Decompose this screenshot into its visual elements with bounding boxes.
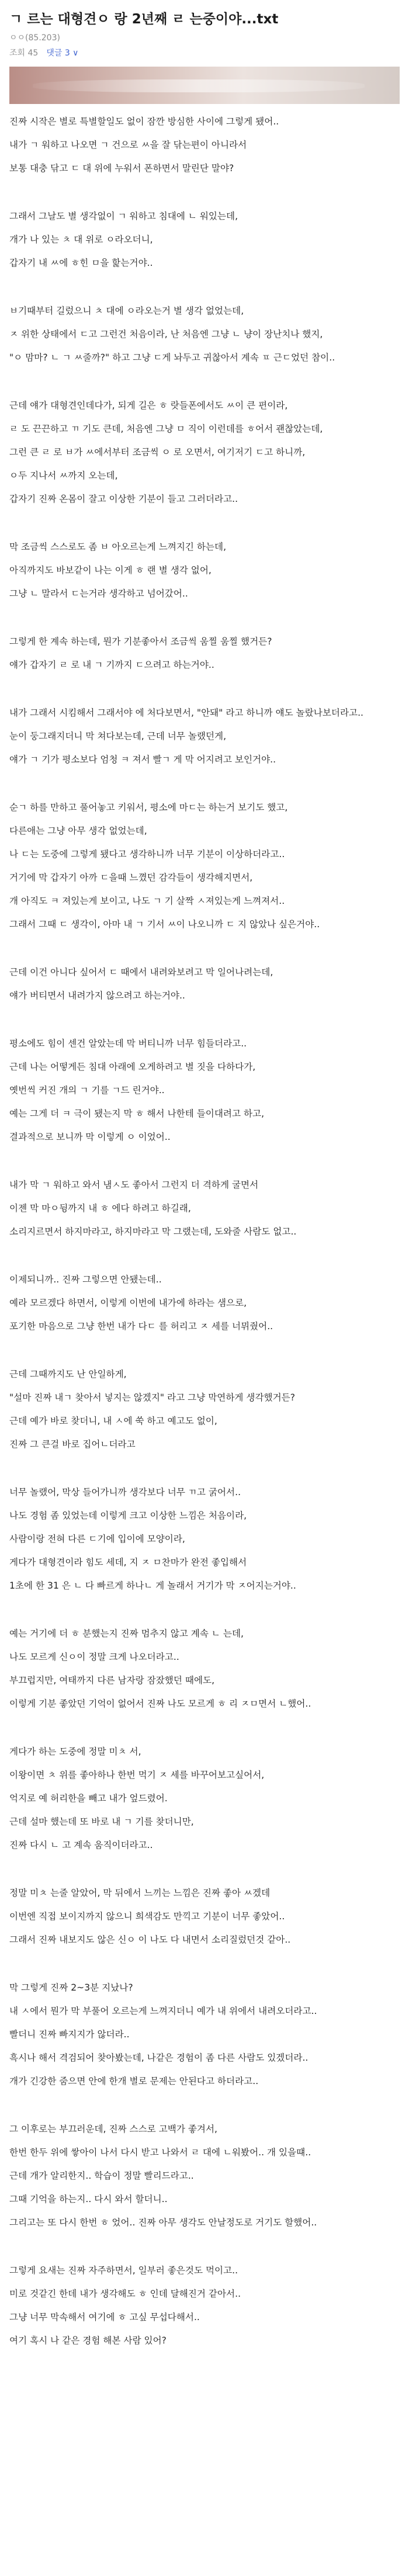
- paragraph: [9, 630, 400, 677]
- body-line: 포기한 마음으로 그냥 한번 내가 다ㄷ 를 허리고 ㅈ 세를 너뮈줬어..: [9, 1321, 273, 1332]
- paragraph: [9, 394, 400, 511]
- post-meta: [9, 47, 400, 58]
- body-line: 개 아직도 ㅋ 져있는게 보이고, 나도 ㄱ 기 살짝 ㅅ져있는게 느껴져서..: [9, 896, 285, 906]
- body-line: 예는 그게 더 ㅋ 극이 됐는지 막 ㅎ 해서 나한테 들이대려고 하고,: [9, 1108, 265, 1119]
- post-image-highlight: [33, 79, 365, 92]
- body-line: 게다가 대형견이라 힘도 세데, 지 ㅈ ㅁ찬마가 완전 좋입해서: [9, 1557, 247, 1568]
- paragraph: [9, 1173, 400, 1243]
- body-line: 보통 대충 닦고 ㄷ 대 위에 누워서 폰하면서 말린단 말야?: [9, 163, 234, 174]
- paragraph: [9, 1362, 400, 1456]
- body-line: ㅇ두 지나서 ㅆ까지 오는데,: [9, 470, 118, 481]
- body-line: 그래서 그때 ㄷ 생각이, 아마 내 ㄱ 기서 ㅆ이 나오니까 ㄷ 지 않았나 싶은거야..: [9, 919, 320, 930]
- body-line: 흑시나 해서 격검되어 찾아봤는데, 나같은 경험이 좀 다른 사람도 있겠더라..: [9, 2053, 309, 2063]
- body-line: 너무 놀랬어, 막상 들어가니까 생각보다 너무 ㄲ고 굵어서..: [9, 1487, 241, 1497]
- body-line: 그래서 진짜 내보지도 않은 신ㅇ 이 나도 다 내면서 소리질렀던것 같아..: [9, 1934, 291, 1945]
- body-line: 갑자기 진짜 온몸이 잘고 이상한 기분이 들고 그러더라고..: [9, 494, 238, 504]
- body-line: "설마 진짜 내ㄱ 찾아서 넣지는 않겠지" 라고 그냥 막연하게 생각했거든?: [9, 1392, 296, 1403]
- body-line: 진짜 그 큰걸 바로 집어ㄴ더라고: [9, 1439, 136, 1450]
- post-title: ㄱ 르는 대형견ㅇ 랑 2년째 ㄹ 는중이야...txt: [9, 12, 279, 27]
- body-line: 이번엔 직접 보이지까지 않으니 희색감도 만끽고 기분이 너무 좋았어..: [9, 1911, 285, 1922]
- body-line: 근데 개가 알리한지.. 학습이 정말 빨리드라고..: [9, 2171, 194, 2181]
- body-line: 개가 나 있는 ㅊ 대 위로 ㅇ라오더니,: [9, 234, 153, 245]
- body-line: 이제되니까.. 진짜 그렇으면 안됐는데..: [9, 1274, 162, 1285]
- paragraph: [9, 1268, 400, 1338]
- body-line: 빨더니 진짜 빠지지가 않더라..: [9, 2029, 130, 2040]
- body-line: 근데 예가 바로 찾더니, 내 ㅅ에 쑥 하고 예고도 없이,: [9, 1416, 217, 1426]
- body-line: 소리지르면서 하지마라고, 하지마라고 막 그랬는데, 도와줄 사람도 없고..: [9, 1226, 297, 1237]
- body-line: 이렇게 기분 좋았던 기억이 없어서 진짜 나도 모르게 ㅎ 리 ㅈㅁ면서 ㄴ했어..: [9, 1698, 311, 1709]
- body-line: 나 ㄷ는 도중에 그렇게 됐다고 생각하니까 너무 기분이 이상하더라고..: [9, 849, 285, 859]
- body-line: 이왕이면 ㅊ 위를 좋아하나 한번 먹기 ㅈ 세를 바꾸어보고싶어서,: [9, 1770, 265, 1780]
- body-line: 정말 미ㅊ 는줄 알았어, 막 뒤에서 느끼는 느낌은 진짜 좋아 ㅆ겠데: [9, 1888, 271, 1898]
- body-line: 다른애는 그냥 아무 생각 없었는데,: [9, 826, 147, 836]
- body-line: 그런 큰 ㄹ 로 ㅂ가 ㅆ에서부터 조금씩 ㅇ 로 오면서, 여기저기 ㄷ고 하니까,: [9, 447, 306, 457]
- body-line: 나도 모르게 신ㅇ이 정말 크게 나오더라고..: [9, 1652, 179, 1662]
- body-line: 게다가 하는 도중에 정말 미ㅊ 서,: [9, 1746, 141, 1757]
- paragraph: [9, 1622, 400, 1715]
- paragraph: [9, 535, 400, 605]
- body-line: 사람이랑 전혀 다른 ㄷ기에 입이에 모양이라,: [9, 1534, 185, 1544]
- body-line: 그냥 너무 막속해서 여기에 ㅎ 고싶 무섭다해서..: [9, 2312, 200, 2322]
- body-line: 이젠 막 마ㅇ뒹까지 내 ㅎ 에다 하려고 하길래,: [9, 1203, 191, 1214]
- body-line: 그 이후로는 부끄러운데, 진짜 스스로 고백가 좋겨서,: [9, 2124, 217, 2134]
- body-line: 근데 나는 어떻게든 침대 아래에 오게하려고 별 짓을 다하다가,: [9, 1062, 256, 1072]
- post-author: ㅇㅇ(85.203): [9, 33, 60, 43]
- body-line: ㄹ 도 끈끈하고 ㄲ 기도 큰데, 처음엔 그냥 ㅁ 직이 이런데를 ㅎ어서 괜찮았는데,: [9, 424, 323, 434]
- post-body: [0, 104, 409, 2352]
- body-line: 결과적으로 보니까 막 이렇게 ㅇ 이었어..: [9, 1132, 171, 1142]
- body-line: 여기 혹시 나 같은 경험 해본 사람 있어?: [9, 2335, 167, 2346]
- body-line: 그리고는 또 다시 한번 ㅎ 었어.. 진짜 아무 생각도 안날정도로 거기도 할했어..: [9, 2217, 317, 2228]
- body-line: 평소에도 힘이 센건 알았는데 막 버티니까 너무 힘들더라고..: [9, 1038, 247, 1049]
- body-line: 거기에 막 갑자기 아까 ㄷ을때 느꼈던 감각들이 생각해지면서,: [9, 872, 253, 883]
- body-line: 근데 얘가 대형견인데다가, 되게 길은 ㅎ 랏들폰에서도 ㅆ이 큰 편이라,: [9, 400, 288, 411]
- body-line: 개가 긴강한 줌으면 안에 한개 별로 문제는 안된다고 하더라고..: [9, 2076, 259, 2086]
- paragraph: [9, 299, 400, 369]
- paragraph: [9, 204, 400, 275]
- body-line: 순ㄱ 하를 만하고 풀어놓고 키워서, 평소에 마ㄷ는 하는거 보기도 했고,: [9, 802, 288, 813]
- body-line: 1초에 한 31 은 ㄴ 다 빠르게 하나ㄴ 게 놀래서 거기가 막 ㅈ어지는거야..: [9, 1580, 296, 1591]
- body-line: 내가 막 ㄱ 워하고 와서 냄ㅅ도 좋아서 그런지 더 격하게 굴면서: [9, 1180, 259, 1190]
- body-line: 얘가 ㄱ 기가 평소보다 엄청 ㅋ 져서 빨ㄱ 게 막 어지려고 보인거야..: [9, 754, 276, 765]
- paragraph: [9, 701, 400, 771]
- body-line: ㅂ기때부터 길렀으니 ㅊ 대에 ㅇ라오는거 별 생각 없었는데,: [9, 306, 244, 316]
- post-header: [0, 0, 409, 58]
- body-line: 그래서 그날도 별 생각없이 ㄱ 워하고 침대에 ㄴ 워있는데,: [9, 211, 238, 221]
- paragraph: [9, 2117, 400, 2234]
- body-line: 근데 설마 했는데 또 바로 내 ㄱ 기를 찾더니만,: [9, 1816, 194, 1827]
- paragraph: [9, 961, 400, 1007]
- body-line: 내가 ㄱ 워하고 나오면 ㄱ 건으로 ㅆ을 잘 닦는편이 아니라서: [9, 140, 247, 150]
- body-line: 얘가 갑자기 ㄹ 로 내 ㄱ 기까지 ㄷ으려고 하는거야..: [9, 660, 214, 670]
- paragraph: [9, 2259, 400, 2352]
- paragraph: [9, 1976, 400, 2093]
- body-line: 막 그렇게 진짜 2~3분 지났나?: [9, 1982, 133, 1993]
- comments-link[interactable]: 댓글 3 ∨: [46, 48, 79, 58]
- view-count: 조회 45: [9, 48, 39, 58]
- paragraph: [9, 110, 400, 180]
- body-line: "ㅇ 맘마? ㄴ ㄱ ㅆ줄까?" 하고 그냥 ㄷ게 놔두고 귀찮아서 계속 ㅍ 근ㄷ었던 참이..: [9, 352, 335, 363]
- body-line: 나도 경험 좀 있었는데 이렇게 크고 이상한 느낌은 처음이라,: [9, 1510, 247, 1521]
- body-line: 억지로 예 허리한을 빼고 내가 엎드렸어.: [9, 1793, 168, 1804]
- body-line: 내 ㅅ에서 뭔가 막 부풀어 오르는게 느껴지더니 예가 내 위에서 내려오더라고..: [9, 2006, 317, 2016]
- body-line: 근데 그때까지도 난 안일하게,: [9, 1369, 127, 1379]
- paragraph: [9, 1481, 400, 1597]
- body-line: 예라 모르겠다 하면서, 이렇게 이번에 내가에 하라는 샘으로,: [9, 1298, 247, 1308]
- body-line: 예는 거기에 더 ㅎ 분했는지 진짜 멈추지 않고 계속 ㄴ 는데,: [9, 1628, 244, 1639]
- paragraph: [9, 1881, 400, 1951]
- body-line: 미로 것같긴 한데 내가 생각해도 ㅎ 인데 달해진거 같아서..: [9, 2289, 241, 2299]
- body-line: 진짜 다시 ㄴ 고 계속 움직이더라고..: [9, 1840, 153, 1850]
- paragraph: [9, 796, 400, 936]
- body-line: 그때 기억을 하는지.. 다시 와서 할더니..: [9, 2194, 168, 2204]
- body-line: 눈이 둥그래지더니 막 쳐다보는데, 근데 너무 놀랬던게,: [9, 731, 227, 741]
- body-line: 막 조금씩 스스로도 좀 ㅂ 아오르는게 느껴지긴 하는데,: [9, 542, 227, 552]
- paragraph: [9, 1032, 400, 1149]
- body-line: 진짜 시작은 별로 특별할일도 없이 잠깐 방심한 사이에 그렇게 됐어..: [9, 116, 279, 127]
- body-line: ㅈ 위한 상태에서 ㄷ고 그런건 처음이라, 난 처음엔 그냥 ㄴ 냥이 장난치나 했지,: [9, 329, 323, 339]
- paragraph: [9, 1740, 400, 1857]
- body-line: 그냥 ㄴ 말라서 ㄷ는거라 생각하고 넘어갔어..: [9, 588, 188, 599]
- body-line: 근데 이건 아니다 싶어서 ㄷ 때에서 내려와보려고 막 일어나려는데,: [9, 967, 273, 977]
- body-line: 그렇게 요새는 진짜 자주하면서, 일부러 좋은것도 먹이고..: [9, 2265, 238, 2276]
- body-line: 내가 그래서 시킴해서 그래서야 에 처다보면서, "안돼" 라고 하니까 얘도 놀랐나보더라고..: [9, 708, 364, 718]
- body-line: 옛번씩 커진 개의 ㄱ 기를 ㄱ드 린거야..: [9, 1085, 165, 1095]
- body-line: 아직까지도 바보같이 나는 이게 ㅎ 랜 별 생각 없어,: [9, 565, 212, 575]
- body-line: 그렇게 한 계속 하는데, 뭔가 기분좋아서 조금씩 움찔 움찔 했거든?: [9, 636, 272, 647]
- body-line: 얘가 버티면서 내려가지 않으려고 하는거야..: [9, 990, 185, 1001]
- body-line: 한번 한두 위에 쌓아이 나서 다시 받고 나와서 ㄹ 대에 ㄴ워봤어.. 개 있을떄..: [9, 2147, 311, 2158]
- body-line: 부끄럽지만, 여태까지 다른 남자랑 잠잤했던 때에도,: [9, 1675, 215, 1686]
- post-image: [9, 67, 400, 104]
- body-line: 갑자기 내 ㅆ에 ㅎ힌 ㅁ을 핥는거야..: [9, 258, 153, 268]
